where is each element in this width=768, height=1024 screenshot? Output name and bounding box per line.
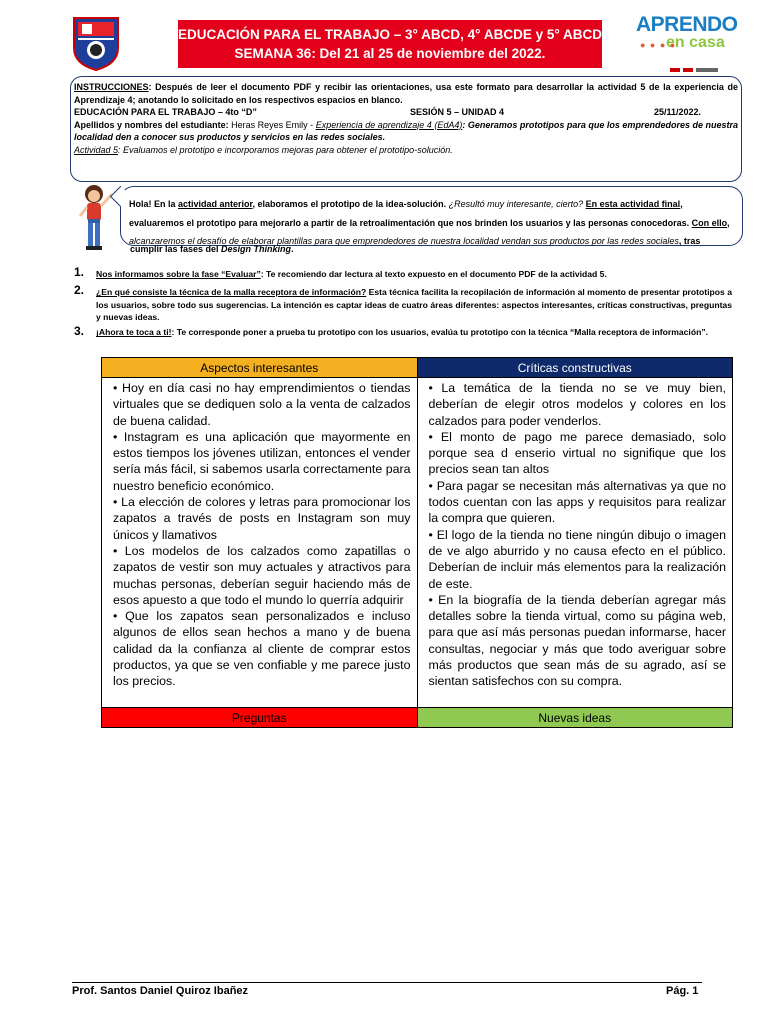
step-body: : Te recomiendo dar lectura al texto expuesto en el documento PDF de la actividad 5.: [260, 269, 607, 279]
student-label: Apellidos y nombres del estudiante:: [74, 119, 229, 130]
table-row: [102, 358, 733, 378]
session-date: 25/11/2022.: [654, 107, 702, 117]
table-row: [102, 378, 733, 708]
list-item: • Para pagar se necesitan más alternativas ya que no todos cuentan con las apps y requisitos para realizar la compra que quieren.: [428, 478, 726, 526]
logo-dots-icon: ● ● ● ●: [640, 40, 677, 50]
school-crest-logo: [72, 16, 120, 72]
step-number: 2.: [74, 283, 85, 297]
activity-text: : Evaluamos el prototipo e incorporamos mejoras para obtener el prototipo-solución.: [118, 144, 453, 155]
footer-teacher-name: Prof. Santos Daniel Quiroz Ibañez: [72, 985, 249, 997]
student-line: [74, 119, 738, 144]
cell-interesting-aspects[interactable]: [102, 378, 418, 708]
cell-constructive-criticism[interactable]: [417, 378, 733, 708]
experience-label: Experiencia de aprendizaje 4 (EdA4): [315, 119, 463, 130]
bubble-part: , tras: [678, 236, 701, 246]
bubble-part: ,: [727, 217, 730, 228]
header-constructive-criticism: Críticas constructivas: [417, 358, 733, 378]
step-heading: ¿En qué consiste la técnica de la malla receptora de información?: [96, 287, 367, 297]
step-body: Esta técnica facilita la recopilación de información al momento de presentar prototipos a los usuarios, sobre todo sus sugerencias. La intención es captar ideas de cuatro áreas diferentes: aspectos interesantes, críticas constructivas, preguntas y nuevas ideas.: [96, 287, 732, 322]
header-new-ideas: Nuevas ideas: [417, 708, 733, 728]
bubble-part: .: [291, 244, 294, 254]
step-text: [96, 268, 732, 281]
student-name: Heras Reyes Emily -: [228, 119, 316, 130]
bubble-part: actividad anterior: [178, 199, 253, 209]
instructions-box: [70, 76, 742, 182]
step-heading: ¡Ahora te toca a ti!: [96, 327, 172, 337]
header-interesting-aspects: Aspectos interesantes: [102, 358, 418, 378]
list-item: • Los modelos de los calzados como zapatillas o zapatos de vestir son muy actuales y atractivos para muchas personas, deberían seguir haciendo más de esos apuesto a que todo el mundo lo querría adquirir: [113, 543, 411, 607]
header-banner: [178, 20, 602, 68]
bubble-part: alcanzaremos el desafío de elaborar plantillas para que emprendedores de nuestra localidad vendan sus productos por las redes sociales: [129, 236, 679, 246]
bubble-overflow-line: [130, 244, 294, 254]
list-item: • Que los zapatos sean personalizados e incluso algunos de ellos sean hechos a mano y de buena calidad da la confianza al cliente de comprar estos productos, ya que se ven confiable y me parece justo los precios.: [113, 609, 411, 689]
table-row: [102, 708, 733, 728]
bubble-part: En esta actividad final: [585, 199, 681, 209]
step-number: 3.: [74, 324, 85, 338]
course-line: [74, 106, 738, 119]
course-name: EDUCACIÓN PARA EL TRABAJO – 4to “D”: [74, 107, 257, 117]
step-heading: Nos informamos sobre la fase “Evaluar”: [96, 269, 261, 279]
bubble-part: Con ello: [691, 217, 728, 228]
instructions-label: INSTRUCCIONES: [74, 82, 149, 92]
bubble-part: , elaboramos el prototipo de la idea-solución.: [252, 199, 449, 209]
experience-text: : Generamos prototipos para que los emprendedores de nuestra localidad den a conocer sus productos y servicios en las redes sociales.: [74, 119, 738, 142]
header-questions: Preguntas: [102, 708, 418, 728]
bubble-text: [129, 199, 730, 246]
list-item: • El logo de la tienda no tiene ningún dibujo o imagen de ve algo aburrido y no causa efecto en el público. Deberían de incluir más elementos para la realización de este.: [428, 527, 726, 591]
logo-word-en-casa: en casa: [666, 34, 725, 51]
footer-page-number: Pág. 1: [666, 985, 699, 997]
step-body: : Te corresponde poner a prueba tu prototipo con los usuarios, evalúa tu prototipo con la técnica “Malla receptora de información”.: [171, 327, 709, 337]
activity-line: [74, 144, 738, 157]
bubble-part: Hola! En la: [129, 199, 179, 209]
list-item: • En la biografía de la tienda deberían agregar más detalles sobre la tienda virtual, como su página web, para que así más personas puedan informarse, hacer consultas, negociar y más que todo averiguar sobre más productos que sean más de su agrado, así se sientan satisfechos con su compra.: [428, 592, 726, 689]
bubble-part: , evaluaremos el prototipo para mejorarlo a partir de la retroalimentación que nos brinden los usuarios y las personas conocedoras.: [129, 199, 692, 228]
aprendo-en-casa-logo: [636, 13, 738, 72]
header-title-line2: SEMANA 36: Del 21 al 25 de noviembre del 2022.: [234, 46, 546, 61]
feedback-grid-table: [101, 357, 733, 728]
instructions-paragraph: [74, 81, 738, 106]
list-item: • Hoy en día casi no hay emprendimientos o tiendas virtuales que se dediquen solo a la venta de calzados de buena calidad.: [113, 381, 411, 428]
logo-word-aprendo: APRENDO: [636, 13, 738, 36]
step-number: 1.: [74, 265, 85, 279]
bubble-part: cumplir las fases del: [130, 244, 222, 254]
activity-label: Actividad 5: [74, 144, 119, 155]
step-text: [96, 326, 732, 339]
speech-bubble: [120, 186, 743, 246]
list-item: • Instagram es una aplicación que mayormente en estos tiempos los jóvenes utilizan, entonces el vender sería más fácil, si sabemos usarla correctamente para nuestro beneficio económico.: [113, 429, 411, 493]
bubble-part: ¿Resultó muy interesante, cierto?: [448, 199, 584, 209]
instructions-text: : Después de leer el documento PDF y recibir las orientaciones, usa este formato para desarrollar la actividad 5 de la experiencia de Aprendizaje 4; anotando lo solicitado en los respectivos espacios en blanco.: [74, 82, 738, 105]
bubble-part: Design Thinking: [221, 244, 292, 254]
list-item: • La temática de la tienda no se ve muy bien, deberían de elegir otros modelos y colores en los calzados para poder venderlos.: [428, 381, 726, 428]
footer-divider: [72, 982, 702, 983]
step-text: [96, 286, 732, 324]
list-item: • El monto de pago me parece demasiado, solo porque sea d enserio virtual no signifique que los precios sean tan altos: [428, 429, 726, 477]
list-item: • La elección de colores y letras para promocionar los zapatos a través de posts en Instagram son muy únicos y llamativos: [113, 495, 411, 542]
header-title-line1: EDUCACIÓN PARA EL TRABAJO – 3° ABCD, 4° ABCDE y 5° ABCD: [178, 27, 602, 42]
session-label: SESIÓN 5 – UNIDAD 4: [410, 107, 505, 117]
ministry-flag-icon: [670, 68, 720, 72]
